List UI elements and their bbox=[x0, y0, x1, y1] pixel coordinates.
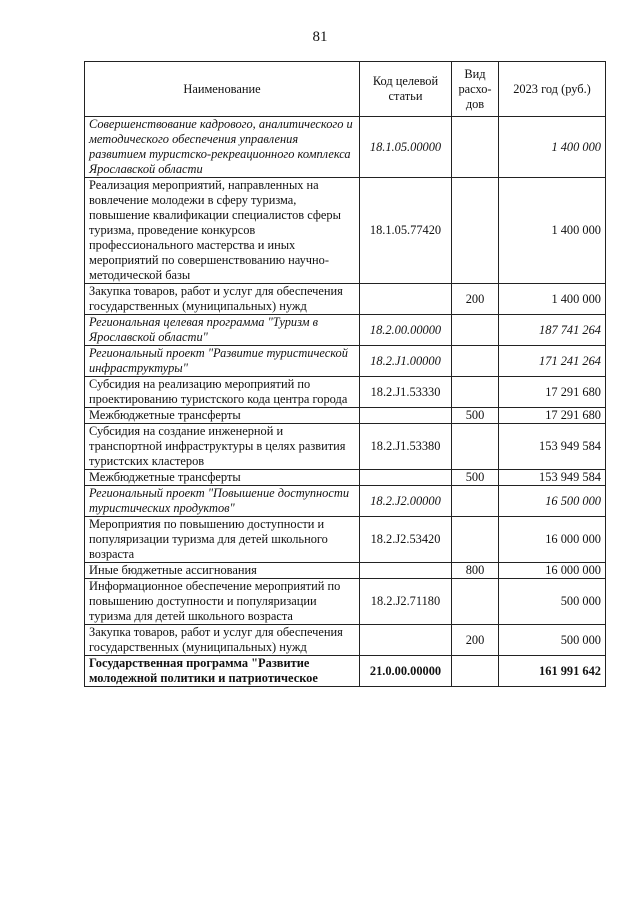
cell-amount: 17 291 680 bbox=[499, 377, 606, 408]
cell-amount: 153 949 584 bbox=[499, 470, 606, 486]
cell-target-code bbox=[360, 563, 452, 579]
cell-name: Информационное обеспечение мероприятий по повышению доступности и популяризации туризма для детей школьного возраста bbox=[85, 579, 360, 625]
table-row bbox=[85, 563, 606, 579]
cell-amount: 17 291 680 bbox=[499, 408, 606, 424]
table-row bbox=[85, 470, 606, 486]
cell-amount: 500 000 bbox=[499, 625, 606, 656]
table-header-row bbox=[85, 62, 606, 117]
cell-target-code bbox=[360, 284, 452, 315]
table-row bbox=[85, 284, 606, 315]
table-row bbox=[85, 315, 606, 346]
cell-target-code: 18.2.J2.71180 bbox=[360, 579, 452, 625]
cell-amount: 187 741 264 bbox=[499, 315, 606, 346]
cell-amount: 16 000 000 bbox=[499, 517, 606, 563]
cell-amount: 1 400 000 bbox=[499, 117, 606, 178]
cell-expense-type bbox=[452, 315, 499, 346]
cell-name: Региональный проект "Повышение доступности туристических продуктов" bbox=[85, 486, 360, 517]
cell-name: Государственная программа "Развитие молодежной политики и патриотическое bbox=[85, 656, 360, 687]
cell-expense-type: 200 bbox=[452, 625, 499, 656]
cell-target-code bbox=[360, 625, 452, 656]
cell-target-code: 18.2.J1.53330 bbox=[360, 377, 452, 408]
cell-target-code: 18.1.05.00000 bbox=[360, 117, 452, 178]
page-number: 81 bbox=[312, 29, 328, 45]
budget-table bbox=[84, 61, 606, 687]
cell-expense-type bbox=[452, 486, 499, 517]
cell-expense-type: 500 bbox=[452, 470, 499, 486]
cell-expense-type bbox=[452, 346, 499, 377]
table-row bbox=[85, 625, 606, 656]
cell-name: Мероприятия по повышению доступности и популяризации туризма для детей школьного возраста bbox=[85, 517, 360, 563]
cell-expense-type bbox=[452, 117, 499, 178]
cell-amount: 16 500 000 bbox=[499, 486, 606, 517]
cell-expense-type: 500 bbox=[452, 408, 499, 424]
cell-target-code: 18.2.J2.53420 bbox=[360, 517, 452, 563]
cell-name: Региональная целевая программа "Туризм в Ярославской области" bbox=[85, 315, 360, 346]
header-code: Код целевой статьи bbox=[360, 62, 452, 117]
cell-expense-type bbox=[452, 579, 499, 625]
cell-expense-type bbox=[452, 517, 499, 563]
table-row bbox=[85, 424, 606, 470]
cell-expense-type: 200 bbox=[452, 284, 499, 315]
cell-target-code: 18.2.00.00000 bbox=[360, 315, 452, 346]
cell-target-code: 18.2.J1.00000 bbox=[360, 346, 452, 377]
cell-name: Реализация мероприятий, направленных на вовлечение молодежи в сферу туризма, повышение квалификации специалистов сферы туризма, проведение конкурсов профессионального мастерства и иных мероприятий по совершенствованию научно-методической базы bbox=[85, 178, 360, 284]
cell-expense-type bbox=[452, 424, 499, 470]
cell-target-code: 21.0.00.00000 bbox=[360, 656, 452, 687]
table-row bbox=[85, 408, 606, 424]
cell-amount: 1 400 000 bbox=[499, 178, 606, 284]
cell-target-code: 18.2.J1.53380 bbox=[360, 424, 452, 470]
table-body bbox=[85, 117, 606, 687]
cell-name: Межбюджетные трансферты bbox=[85, 408, 360, 424]
cell-name: Закупка товаров, работ и услуг для обеспечения государственных (муниципальных) нужд bbox=[85, 625, 360, 656]
cell-target-code: 18.1.05.77420 bbox=[360, 178, 452, 284]
cell-name: Субсидия на реализацию мероприятий по проектированию туристского кода центра города bbox=[85, 377, 360, 408]
table-row bbox=[85, 117, 606, 178]
cell-amount: 171 241 264 bbox=[499, 346, 606, 377]
cell-name: Межбюджетные трансферты bbox=[85, 470, 360, 486]
cell-target-code bbox=[360, 408, 452, 424]
cell-expense-type bbox=[452, 377, 499, 408]
cell-name: Закупка товаров, работ и услуг для обеспечения государственных (муниципальных) нужд bbox=[85, 284, 360, 315]
cell-name: Региональный проект "Развитие туристической инфраструктуры" bbox=[85, 346, 360, 377]
cell-amount: 500 000 bbox=[499, 579, 606, 625]
header-name: Наименование bbox=[85, 62, 360, 117]
cell-amount: 153 949 584 bbox=[499, 424, 606, 470]
header-expense-type: Вид расхо-дов bbox=[452, 62, 499, 117]
cell-amount: 16 000 000 bbox=[499, 563, 606, 579]
header-amount: 2023 год (руб.) bbox=[499, 62, 606, 117]
cell-name: Совершенствование кадрового, аналитического и методического обеспечения управления развитием туристско-рекреационного комплекса Ярославской области bbox=[85, 117, 360, 178]
cell-expense-type: 800 bbox=[452, 563, 499, 579]
cell-amount: 1 400 000 bbox=[499, 284, 606, 315]
cell-target-code bbox=[360, 470, 452, 486]
table-row bbox=[85, 377, 606, 408]
table-row bbox=[85, 656, 606, 687]
table-row bbox=[85, 579, 606, 625]
cell-expense-type bbox=[452, 656, 499, 687]
table-row bbox=[85, 346, 606, 377]
cell-expense-type bbox=[452, 178, 499, 284]
cell-name: Иные бюджетные ассигнования bbox=[85, 563, 360, 579]
cell-target-code: 18.2.J2.00000 bbox=[360, 486, 452, 517]
cell-amount: 161 991 642 bbox=[499, 656, 606, 687]
table-row bbox=[85, 486, 606, 517]
table-row bbox=[85, 178, 606, 284]
table-row bbox=[85, 517, 606, 563]
cell-name: Субсидия на создание инженерной и транспортной инфраструктуры в целях развития туристских кластеров bbox=[85, 424, 360, 470]
